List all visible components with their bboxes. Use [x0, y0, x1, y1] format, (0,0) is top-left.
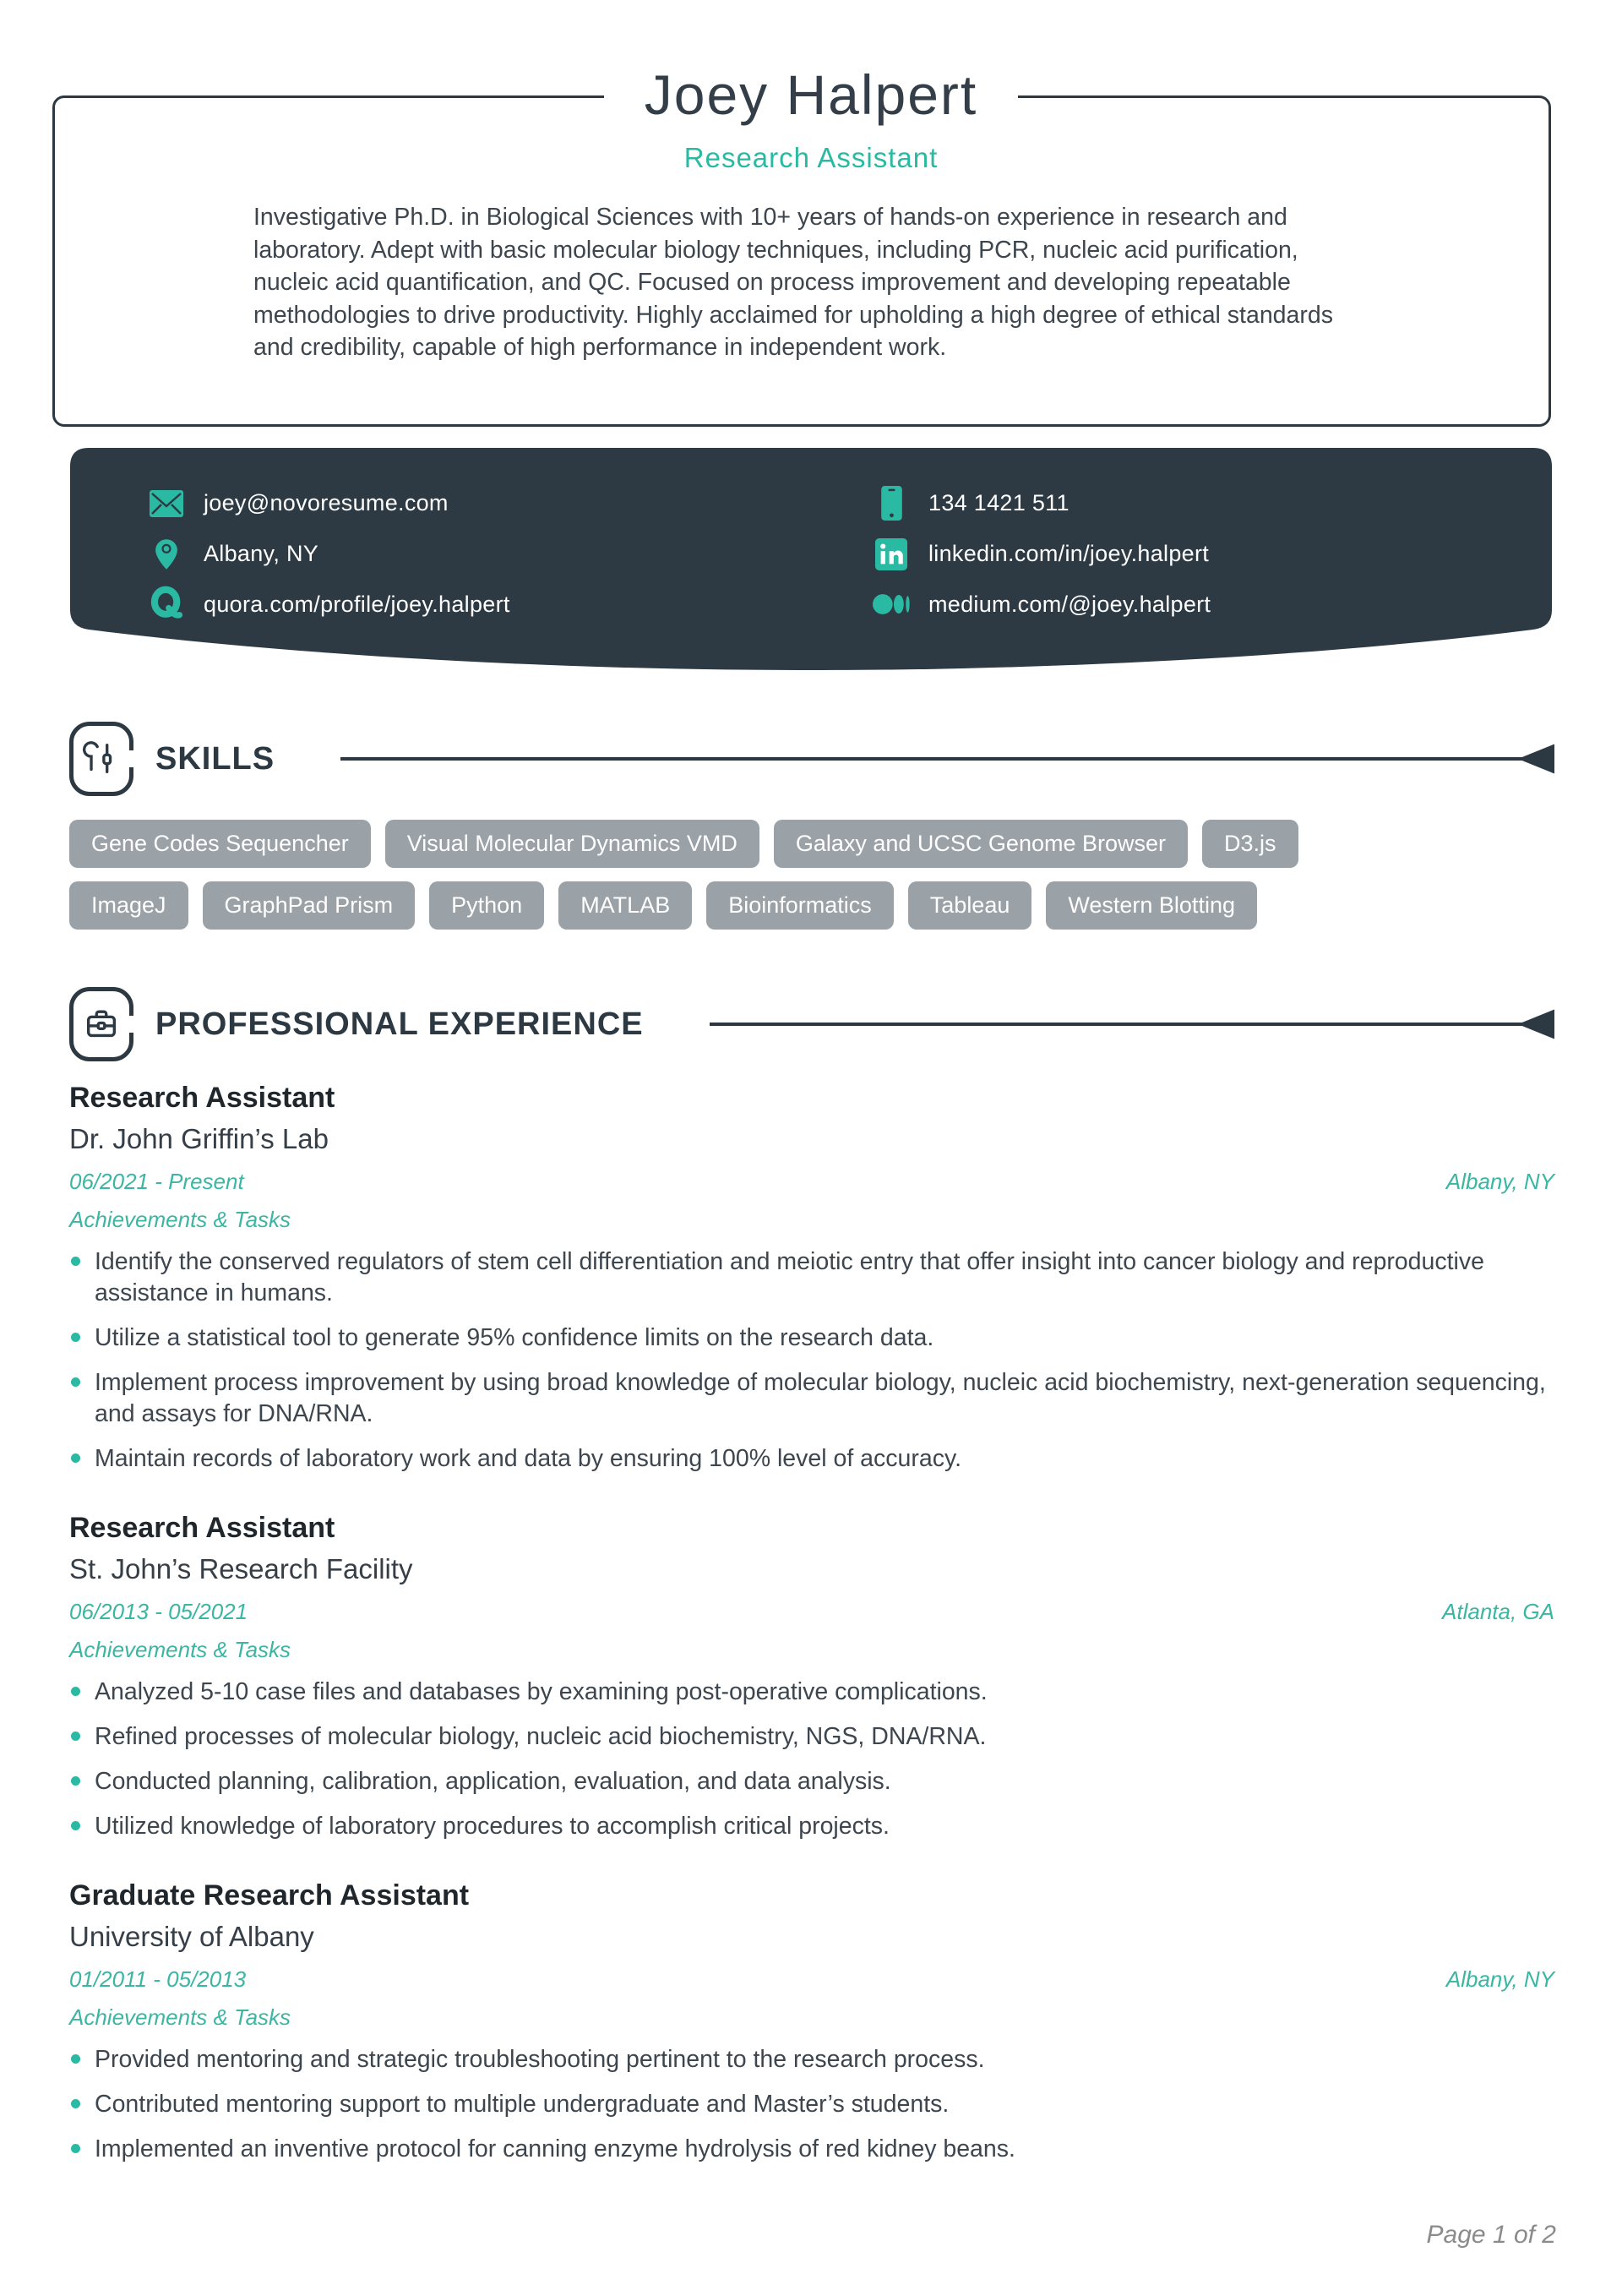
candidate-title: Research Assistant: [683, 142, 939, 173]
linkedin-icon: [873, 538, 910, 570]
job-bullet: Utilize a statistical tool to generate 95% confidence limits on the research data.: [69, 1323, 1554, 1354]
job-bullet: Analyzed 5-10 case files and databases by examining post-operative complications.: [69, 1677, 1554, 1708]
job-title: Research Assistant: [69, 1512, 335, 1544]
medium-icon: [873, 590, 910, 619]
candidate-title-row: [0, 142, 1622, 174]
job-title: Research Assistant: [69, 1082, 335, 1114]
experience-section-header: [69, 985, 1554, 1063]
experience-heading: PROFESSIONAL EXPERIENCE: [155, 1006, 644, 1042]
job-dates: 06/2013 - 05/2021: [69, 1599, 248, 1624]
skills-icon: [69, 722, 133, 796]
job-dates: 06/2021 - Present: [69, 1169, 244, 1194]
job-bullet: Utilized knowledge of laboratory procedures to accomplish critical projects.: [69, 1811, 1554, 1842]
contact-email-text: joey@novoresume.com: [204, 490, 449, 516]
skill-tag: Bioinformatics: [706, 881, 894, 930]
experience-divider: [710, 1006, 1554, 1043]
job-meta: [69, 1599, 1554, 1625]
job-bullet-list: [69, 1246, 1554, 1475]
header: [0, 64, 1622, 126]
job-bullet-list: [69, 1677, 1554, 1842]
job-company: St. John’s Research Facility: [69, 1553, 413, 1584]
skill-tag: D3.js: [1202, 820, 1298, 868]
job-bullet-list: [69, 2044, 1554, 2165]
contact-phone-text: 134 1421 511: [928, 490, 1070, 516]
job-bullet: Refined processes of molecular biology, nucleic acid biochemistry, NGS, DNA/RNA.: [69, 1721, 1554, 1753]
achievements-label: Achievements & Tasks: [69, 1637, 291, 1662]
candidate-name: Joey Halpert: [604, 64, 1019, 126]
job-location: Albany, NY: [1445, 1966, 1554, 1992]
job-bullet: Contributed mentoring support to multiple undergraduate and Master’s students.: [69, 2089, 1554, 2120]
skill-tag: GraphPad Prism: [203, 881, 416, 930]
contact-quora-text: quora.com/profile/joey.halpert: [204, 591, 510, 617]
job-bullet: Identify the conserved regulators of stem cell differentiation and meiotic entry that offer insight into cancer biology and reproductive assistance in humans.: [69, 1246, 1554, 1309]
skill-tag: Gene Codes Sequencher: [69, 820, 371, 868]
briefcase-icon: [69, 987, 133, 1061]
skill-tag: MATLAB: [558, 881, 692, 930]
skills-heading: SKILLS: [155, 740, 275, 777]
quora-icon: [148, 586, 185, 623]
skill-tag: Visual Molecular Dynamics VMD: [385, 820, 759, 868]
job-location: Atlanta, GA: [1442, 1599, 1554, 1624]
job-entry: [69, 1082, 1554, 1475]
job-bullet: Maintain records of laboratory work and data by ensuring 100% level of accuracy.: [69, 1443, 1554, 1475]
skill-tag: Tableau: [908, 881, 1032, 930]
page-number: Page 1 of 2: [1426, 2221, 1556, 2249]
job-bullet: Provided mentoring and strategic troubleshooting pertinent to the research process.: [69, 2044, 1554, 2075]
contact-medium-text: medium.com/@joey.halpert: [928, 591, 1211, 617]
contact-column-left: [148, 478, 873, 630]
job-bullet: Implemented an inventive protocol for canning enzyme hydrolysis of red kidney beans.: [69, 2134, 1554, 2165]
contact-quora[interactable]: [148, 579, 873, 630]
summary-text: Investigative Ph.D. in Biological Sciences with 10+ years of hands-on experience in research and laboratory. Adept with basic molecular biology techniques, including PCR, nucleic acid purification, nucleic acid quantification, and QC. Focused on process improvement and developing repeatable methodologies to drive productivity. Highly acclaimed for upholding a high degree of ethical standards and credibility, capable of high performance in independent work.: [253, 204, 1333, 361]
skills-divider: [340, 740, 1554, 777]
job-entry: [69, 1879, 1554, 2165]
phone-icon: [873, 486, 910, 521]
skill-tag: ImageJ: [69, 881, 188, 930]
skills-section-header: [69, 720, 1554, 798]
job-location: Albany, NY: [1445, 1169, 1554, 1194]
job-entry: [69, 1512, 1554, 1842]
achievements-label: Achievements & Tasks: [69, 2004, 291, 2030]
email-icon: [148, 490, 185, 517]
job-bullet: Implement process improvement by using broad knowledge of molecular biology, nucleic acid biochemistry, next-generation sequencing, and assays for DNA/RNA.: [69, 1367, 1554, 1430]
location-icon: [148, 537, 185, 572]
skill-tag: Western Blotting: [1046, 881, 1257, 930]
contact-phone[interactable]: [873, 478, 1552, 529]
job-company: Dr. John Griffin’s Lab: [69, 1123, 329, 1154]
job-bullet: Conducted planning, calibration, application, evaluation, and data analysis.: [69, 1766, 1554, 1797]
skill-tag: Python: [429, 881, 544, 930]
contact-column-right: [873, 478, 1552, 630]
job-meta: [69, 1966, 1554, 1993]
contact-linkedin-text: linkedin.com/in/joey.halpert: [928, 541, 1210, 566]
job-title: Graduate Research Assistant: [69, 1879, 470, 1912]
job-company: University of Albany: [69, 1921, 314, 1952]
contact-location-text: Albany, NY: [204, 541, 319, 566]
achievements-label: Achievements & Tasks: [69, 1207, 291, 1232]
contact-bar: [70, 448, 1552, 630]
job-dates: 01/2011 - 05/2013: [69, 1966, 247, 1992]
contact-medium[interactable]: [873, 579, 1552, 630]
experience-section: [69, 985, 1554, 2165]
contact-email[interactable]: [148, 478, 873, 529]
contact-location[interactable]: [148, 529, 873, 580]
job-meta: [69, 1169, 1554, 1195]
skill-tag: Galaxy and UCSC Genome Browser: [774, 820, 1188, 868]
skill-tag-row: [69, 881, 1554, 930]
skills-section: [69, 720, 1554, 930]
skill-tag-row: [69, 820, 1554, 868]
contact-linkedin[interactable]: [873, 529, 1552, 580]
